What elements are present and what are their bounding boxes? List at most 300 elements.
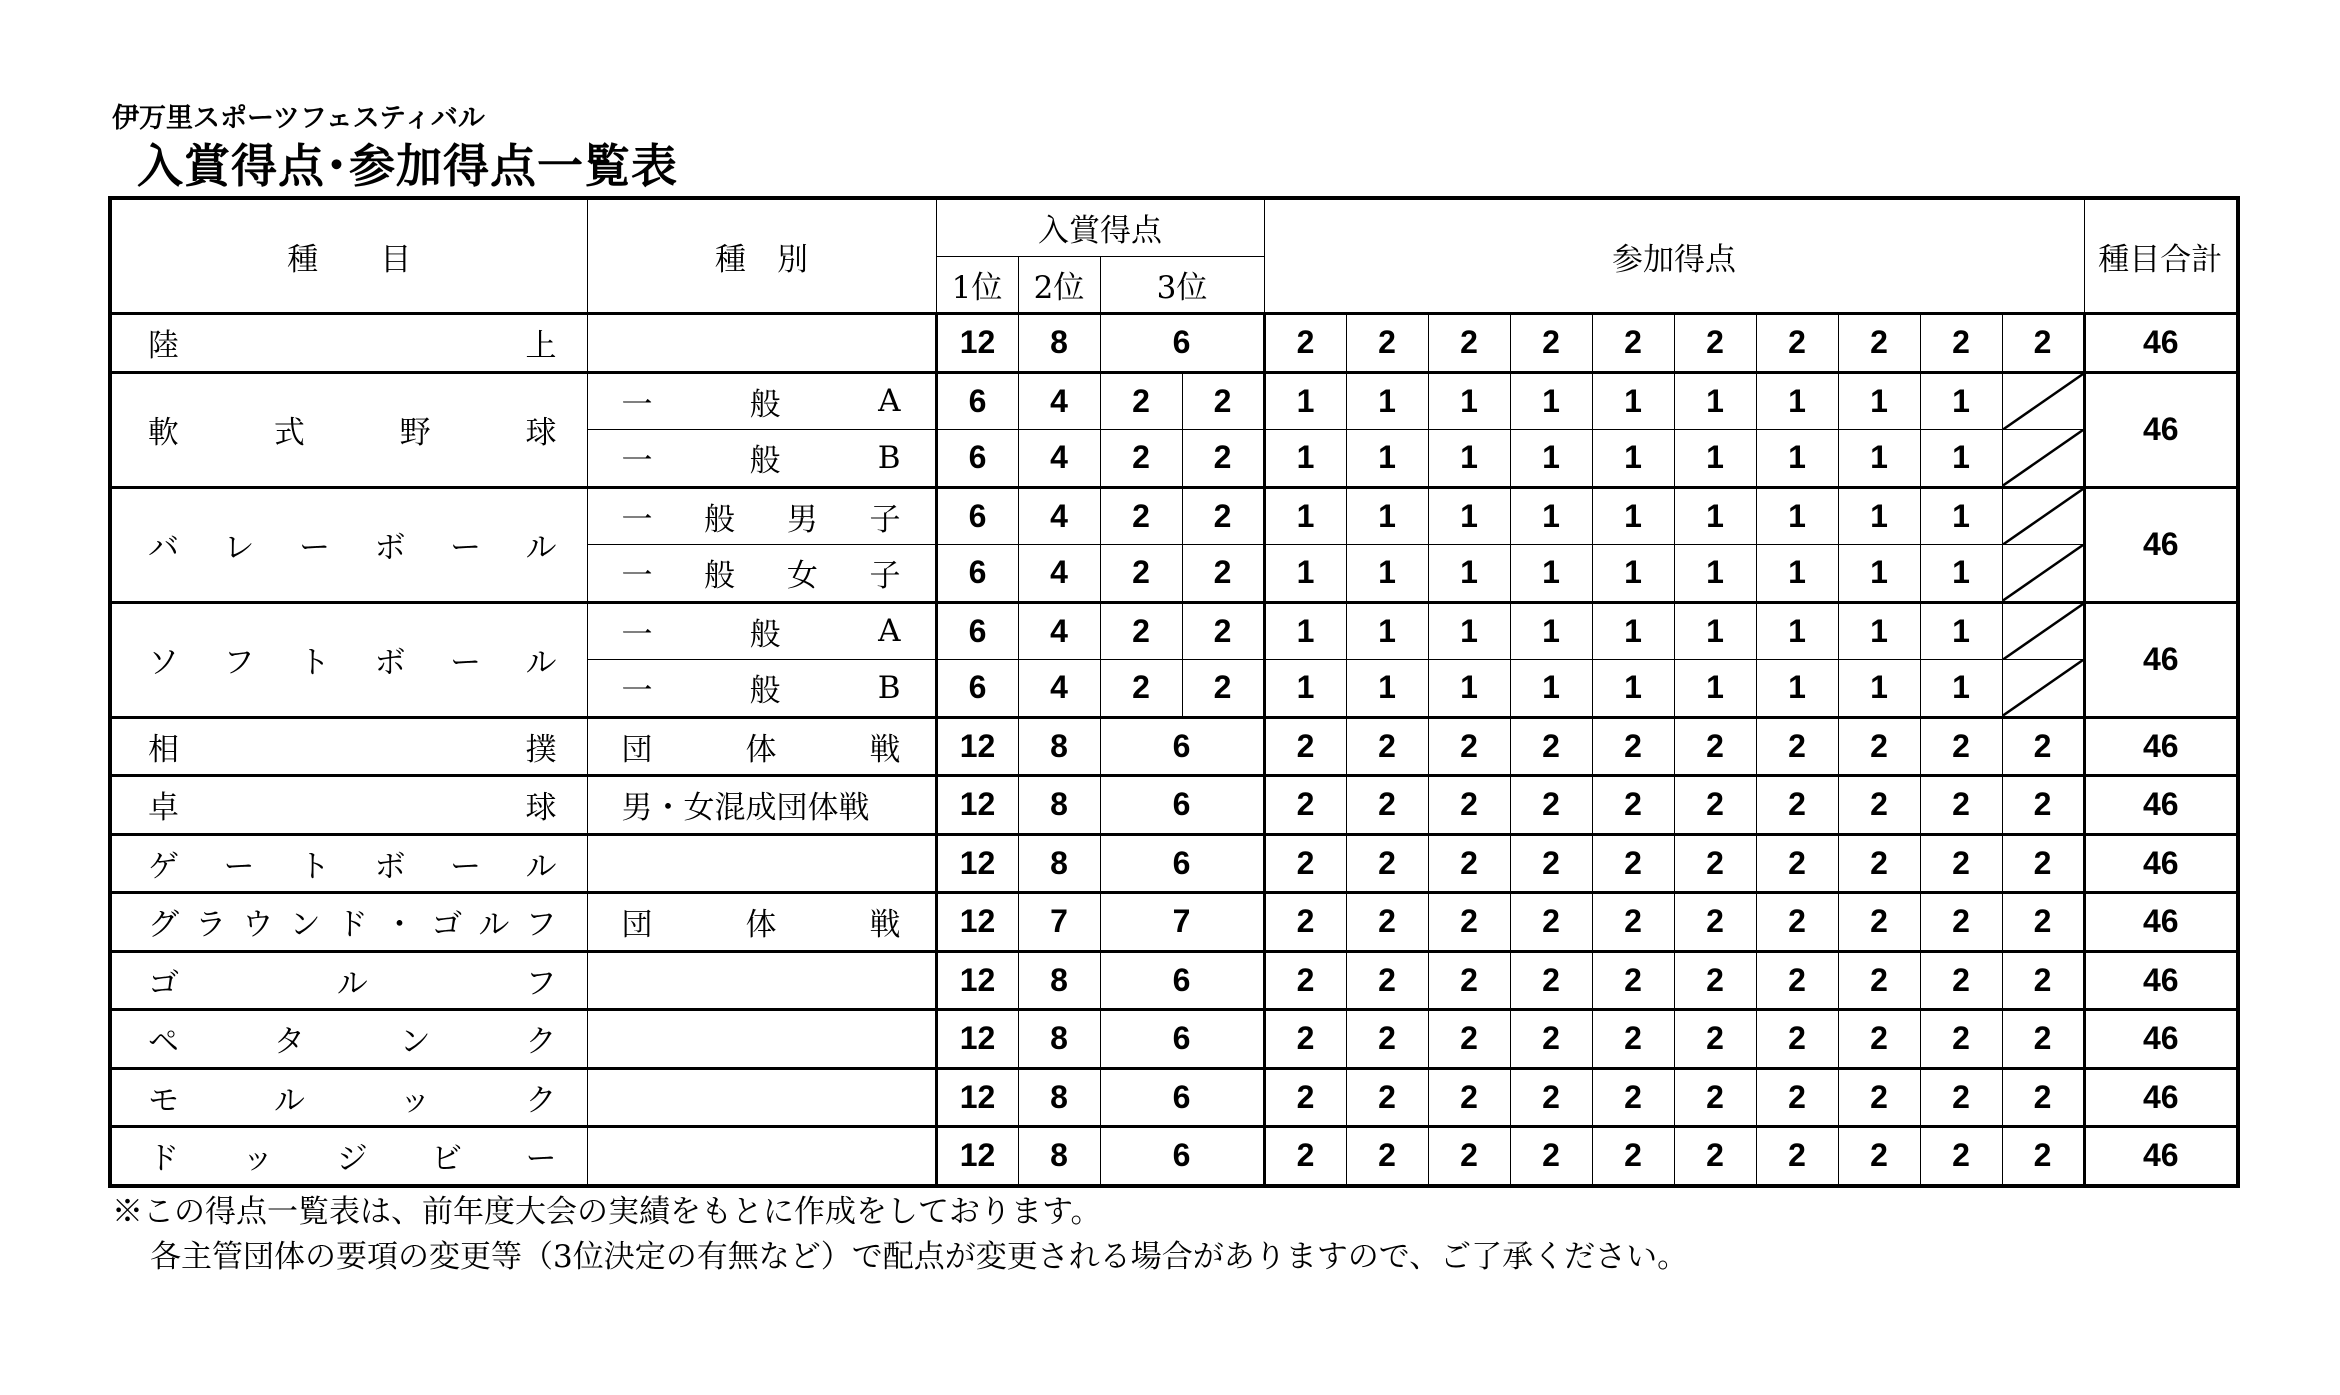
category-name-char: 戦 [869, 907, 901, 944]
category-name [587, 776, 936, 835]
event-name-char: ソ [148, 645, 179, 681]
event-name-char: ッ [242, 1141, 274, 1178]
prize-first: 6 [936, 430, 1018, 488]
prize-second: 8 [1018, 834, 1100, 893]
prize-third: 2 [1100, 602, 1182, 660]
event-name-char: 卓 [148, 790, 179, 827]
prize-third: 2 [1100, 372, 1182, 430]
category-name-char: A [878, 383, 901, 420]
participation-point: 2 [1756, 314, 1838, 373]
category-name-char: 般 [704, 501, 736, 538]
header-third: 3位 [1100, 256, 1264, 314]
prize-third: 6 [1100, 717, 1264, 776]
table-row [110, 602, 2238, 660]
event-name [110, 1068, 587, 1127]
participation-point: 2 [1756, 834, 1838, 893]
participation-point: 2 [1428, 893, 1510, 952]
prize-second: 8 [1018, 1010, 1100, 1069]
event-name [110, 893, 587, 952]
prize-second: 8 [1018, 717, 1100, 776]
category-name-char: 戦 [869, 731, 901, 768]
participation-point: 2 [1592, 314, 1674, 373]
prize-first: 6 [936, 372, 1018, 430]
category-name-char: 一 [621, 673, 653, 710]
prize-second: 8 [1018, 951, 1100, 1010]
participation-point: 2 [1674, 893, 1756, 952]
header-participation: 参加得点 [1264, 198, 2084, 314]
participation-point: 1 [1346, 602, 1428, 660]
prize-first: 12 [936, 834, 1018, 893]
participation-point: 2 [1264, 951, 1346, 1010]
participation-point: 2 [1346, 834, 1428, 893]
event-name-char: タ [273, 1024, 305, 1061]
participation-point: 2 [1346, 1010, 1428, 1069]
event-name-char: 式 [273, 415, 305, 451]
participation-point: 2 [1756, 776, 1838, 835]
participation-point: 1 [1428, 602, 1510, 660]
participation-point: 1 [1674, 660, 1756, 718]
participation-point: 1 [1838, 545, 1920, 603]
participation-point: 1 [1674, 602, 1756, 660]
event-name-char: ー [450, 645, 481, 681]
participation-point: 1 [1674, 372, 1756, 430]
participation-point: 1 [1510, 545, 1592, 603]
prize-third: 6 [1100, 1010, 1264, 1069]
participation-point: 2 [1920, 893, 2002, 952]
prize-third: 6 [1100, 314, 1264, 373]
prize-second: 4 [1018, 660, 1100, 718]
prize-second: 8 [1018, 776, 1100, 835]
event-name-char: ト [299, 848, 330, 885]
category-name [587, 660, 936, 718]
event-name-char: 球 [525, 790, 557, 827]
participation-point: 1 [1346, 545, 1428, 603]
participation-point: 1 [1510, 372, 1592, 430]
category-name-char: 子 [869, 558, 901, 595]
category-name [587, 893, 936, 952]
category-name [587, 1068, 936, 1127]
participation-point: 1 [1264, 487, 1346, 545]
participation-point: 1 [1838, 487, 1920, 545]
participation-point: 1 [1428, 430, 1510, 488]
participation-point: 1 [1674, 487, 1756, 545]
participation-point: 2 [1428, 717, 1510, 776]
category-name [587, 487, 936, 545]
participation-point: 1 [1838, 430, 1920, 488]
participation-point: 2 [1838, 776, 1920, 835]
participation-point: 2 [2002, 1068, 2084, 1127]
participation-point: 1 [1428, 545, 1510, 603]
event-total: 46 [2084, 893, 2238, 952]
participation-point: 2 [1674, 1127, 1756, 1186]
participation-point: 1 [1428, 487, 1510, 545]
category-name-char: 般 [749, 386, 781, 423]
participation-point: 2 [1264, 1068, 1346, 1127]
participation-point: 2 [2002, 314, 2084, 373]
participation-point: 2 [1592, 717, 1674, 776]
prize-first: 12 [936, 951, 1018, 1010]
category-name-char: 般 [704, 558, 736, 595]
event-name-char: ッ [399, 1082, 431, 1119]
category-name-char: B [877, 669, 901, 706]
event-name [110, 776, 587, 835]
event-total: 46 [2084, 951, 2238, 1010]
participation-point: 2 [1346, 717, 1428, 776]
empty-slash-cell [2002, 602, 2084, 660]
prize-first: 12 [936, 717, 1018, 776]
event-name-char: ク [525, 1082, 557, 1119]
participation-point: 2 [1674, 776, 1756, 835]
prize-first: 12 [936, 314, 1018, 373]
category-name-char: 男 [786, 501, 818, 538]
header-event: 種 目 [110, 198, 587, 314]
event-total: 46 [2084, 602, 2238, 717]
participation-point: 1 [1428, 660, 1510, 718]
participation-point: 2 [1920, 951, 2002, 1010]
category-name-char: 団 [621, 907, 653, 944]
event-name-char: モ [148, 1082, 179, 1119]
event-name-char: ー [450, 848, 481, 885]
participation-point: 1 [1264, 545, 1346, 603]
participation-point: 1 [1264, 430, 1346, 488]
table-row [110, 314, 2238, 373]
category-name-char: 子 [869, 501, 901, 538]
event-name-char: ボ [374, 530, 406, 566]
table-row [110, 1127, 2238, 1186]
category-name-char: 一 [621, 386, 653, 423]
category-name-text: 男・女混成団体戦 [621, 790, 870, 827]
notes [112, 1190, 1688, 1280]
participation-point: 2 [1510, 1127, 1592, 1186]
participation-point: 1 [1920, 372, 2002, 430]
participation-point: 1 [1592, 487, 1674, 545]
participation-point: 2 [1920, 1068, 2002, 1127]
category-name [587, 1127, 936, 1186]
subtitle: 伊万里スポーツフェスティバル [112, 103, 485, 134]
participation-point: 1 [1264, 602, 1346, 660]
event-name-char: ル [525, 645, 557, 681]
event-name-char: バ [148, 530, 179, 566]
participation-point: 2 [1510, 834, 1592, 893]
participation-point: 2 [1838, 951, 1920, 1010]
participation-point: 2 [1264, 893, 1346, 952]
event-name [110, 487, 587, 602]
participation-point: 1 [1264, 372, 1346, 430]
event-total: 46 [2084, 776, 2238, 835]
prize-second: 7 [1018, 893, 1100, 952]
participation-point: 2 [1838, 1010, 1920, 1069]
participation-point: 1 [1346, 430, 1428, 488]
prize-third: 2 [1182, 487, 1264, 545]
event-name-char: ゴ [431, 907, 463, 944]
category-name-char: 体 [745, 907, 777, 944]
table-row [110, 893, 2238, 952]
event-name-char: ー [450, 530, 481, 566]
participation-point: 2 [2002, 717, 2084, 776]
participation-point: 2 [1346, 1127, 1428, 1186]
slash-line [2003, 604, 2083, 660]
participation-point: 1 [1756, 602, 1838, 660]
participation-point: 2 [1838, 717, 1920, 776]
participation-point: 1 [1756, 487, 1838, 545]
participation-point: 2 [1756, 717, 1838, 776]
participation-point: 2 [1920, 314, 2002, 373]
participation-point: 2 [1264, 834, 1346, 893]
table-row [110, 717, 2238, 776]
participation-point: 2 [1428, 314, 1510, 373]
category-name-char: 一 [621, 558, 653, 595]
event-name-char: ボ [374, 848, 406, 885]
event-name-char: ジ [336, 1141, 368, 1178]
category-name-char: 一 [621, 501, 653, 538]
event-name-char: ル [525, 530, 557, 566]
table-row [110, 776, 2238, 835]
empty-slash-cell [2002, 487, 2084, 545]
participation-point: 2 [1756, 951, 1838, 1010]
category-name-char: 体 [745, 731, 777, 768]
event-name-char: ド [336, 907, 368, 944]
event-name-char: ー [525, 1141, 557, 1178]
participation-point: 2 [1264, 1127, 1346, 1186]
prize-third: 6 [1100, 1127, 1264, 1186]
category-name-char: A [878, 613, 901, 650]
event-total: 46 [2084, 1127, 2238, 1186]
participation-point: 1 [1346, 487, 1428, 545]
event-name-char: 相 [148, 731, 179, 768]
category-name [587, 602, 936, 660]
participation-point: 1 [1346, 372, 1428, 430]
prize-third: 2 [1182, 660, 1264, 718]
header-second: 2位 [1018, 256, 1100, 314]
event-name-char: ペ [148, 1024, 179, 1061]
slash-line [2003, 489, 2083, 545]
prize-third: 2 [1182, 430, 1264, 488]
participation-point: 2 [2002, 1010, 2084, 1069]
event-name [110, 314, 587, 373]
event-total: 46 [2084, 372, 2238, 487]
event-name [110, 372, 587, 487]
participation-point: 2 [1838, 893, 1920, 952]
participation-point: 2 [1592, 1127, 1674, 1186]
participation-point: 2 [1920, 834, 2002, 893]
participation-point: 2 [2002, 834, 2084, 893]
table-row [110, 834, 2238, 893]
event-name-char: ウ [242, 907, 274, 944]
category-name-char: 女 [786, 558, 818, 595]
event-total: 46 [2084, 717, 2238, 776]
event-total: 46 [2084, 314, 2238, 373]
category-name [587, 1010, 936, 1069]
event-name-char: ド [148, 1141, 179, 1178]
event-name-char: ボ [374, 645, 406, 681]
event-name-char: 野 [399, 415, 431, 451]
participation-point: 2 [1510, 776, 1592, 835]
prize-third: 2 [1182, 545, 1264, 603]
participation-point: 1 [1674, 545, 1756, 603]
event-name-char: ゲ [148, 848, 179, 885]
category-name [587, 951, 936, 1010]
prize-third: 2 [1100, 545, 1182, 603]
prize-first: 12 [936, 1068, 1018, 1127]
participation-point: 1 [1510, 430, 1592, 488]
event-name [110, 602, 587, 717]
participation-point: 2 [1920, 1010, 2002, 1069]
table-body [110, 314, 2238, 1186]
participation-point: 2 [1920, 1127, 2002, 1186]
table-row [110, 1068, 2238, 1127]
table-row [110, 487, 2238, 545]
event-name-char: ゴ [148, 965, 179, 1002]
prize-third: 2 [1182, 602, 1264, 660]
event-name [110, 951, 587, 1010]
event-name-char: ン [289, 907, 321, 944]
event-name [110, 1127, 587, 1186]
prize-third: 2 [1100, 430, 1182, 488]
prize-third: 2 [1100, 660, 1182, 718]
table-row [110, 372, 2238, 430]
prize-first: 6 [936, 602, 1018, 660]
participation-point: 2 [1674, 1010, 1756, 1069]
event-name-char: ン [399, 1024, 431, 1061]
category-name-char: 般 [749, 443, 781, 480]
event-name-char: ビ [431, 1141, 463, 1178]
event-name-char: 軟 [148, 415, 179, 451]
participation-point: 2 [1510, 1068, 1592, 1127]
empty-slash-cell [2002, 430, 2084, 488]
event-name-char: ラ [195, 907, 227, 944]
category-name [587, 430, 936, 488]
participation-point: 1 [1756, 660, 1838, 718]
participation-point: 2 [1510, 1010, 1592, 1069]
event-name-char: ル [478, 907, 510, 944]
event-name [110, 1010, 587, 1069]
participation-point: 2 [1920, 717, 2002, 776]
table-row [110, 951, 2238, 1010]
event-name-char: ク [525, 1024, 557, 1061]
participation-point: 1 [1592, 372, 1674, 430]
header-category: 種 別 [587, 198, 936, 314]
participation-point: 2 [1510, 717, 1592, 776]
event-name-char: ト [299, 645, 330, 681]
prize-third: 6 [1100, 951, 1264, 1010]
participation-point: 2 [1428, 1127, 1510, 1186]
participation-point: 2 [2002, 893, 2084, 952]
participation-point: 2 [1346, 951, 1428, 1010]
participation-point: 2 [2002, 1127, 2084, 1186]
participation-point: 2 [1838, 314, 1920, 373]
prize-second: 4 [1018, 430, 1100, 488]
participation-point: 2 [1264, 717, 1346, 776]
event-name-char: フ [223, 645, 255, 681]
participation-point: 2 [1346, 893, 1428, 952]
prize-third: 6 [1100, 1068, 1264, 1127]
participation-point: 2 [1510, 893, 1592, 952]
participation-point: 2 [1674, 314, 1756, 373]
participation-point: 2 [1346, 1068, 1428, 1127]
page-title: 入賞得点･参加得点一覧表 [137, 139, 678, 193]
prize-first: 12 [936, 893, 1018, 952]
prize-first: 12 [936, 1127, 1018, 1186]
participation-point: 2 [1838, 834, 1920, 893]
empty-slash-cell [2002, 545, 2084, 603]
header-prize: 入賞得点 [936, 198, 1264, 256]
participation-point: 2 [1920, 776, 2002, 835]
participation-point: 2 [1510, 314, 1592, 373]
empty-slash-cell [2002, 372, 2084, 430]
participation-point: 1 [1264, 660, 1346, 718]
note-line: ※この得点一覧表は、前年度大会の実績をもとに作成をしております。 [112, 1194, 1102, 1230]
participation-point: 1 [1428, 372, 1510, 430]
participation-point: 2 [1264, 314, 1346, 373]
participation-point: 1 [1838, 602, 1920, 660]
participation-point: 1 [1756, 545, 1838, 603]
participation-point: 2 [1756, 1127, 1838, 1186]
participation-point: 1 [1510, 602, 1592, 660]
slash-line [2003, 660, 2083, 716]
participation-point: 2 [1592, 1010, 1674, 1069]
note-line: 各主管団体の要項の変更等（3位決定の有無など）で配点が変更される場合がありますので、ご了承ください。 [150, 1239, 1689, 1275]
category-name [587, 314, 936, 373]
category-name-char: B [877, 439, 901, 476]
event-name-char: 球 [525, 415, 557, 451]
header-total: 種目合計 [2084, 198, 2238, 314]
participation-point: 1 [1838, 372, 1920, 430]
event-name-char: ル [525, 848, 557, 885]
prize-first: 12 [936, 1010, 1018, 1069]
category-name [587, 717, 936, 776]
event-name-char: ー [223, 848, 255, 885]
category-name-char: 般 [749, 616, 781, 653]
prize-first: 6 [936, 660, 1018, 718]
participation-point: 1 [1838, 660, 1920, 718]
score-table [108, 196, 2240, 1188]
prize-second: 4 [1018, 602, 1100, 660]
participation-point: 1 [1346, 660, 1428, 718]
participation-point: 2 [1756, 1068, 1838, 1127]
category-name [587, 372, 936, 430]
participation-point: 1 [1920, 545, 2002, 603]
participation-point: 2 [1838, 1068, 1920, 1127]
category-name [587, 545, 936, 603]
table-row [110, 1010, 2238, 1069]
event-name [110, 834, 587, 893]
participation-point: 2 [1428, 1010, 1510, 1069]
participation-point: 1 [1510, 660, 1592, 718]
category-name-char: 一 [621, 443, 653, 480]
participation-point: 1 [1756, 430, 1838, 488]
participation-point: 1 [1920, 430, 2002, 488]
participation-point: 2 [1428, 834, 1510, 893]
prize-third: 2 [1100, 487, 1182, 545]
participation-point: 1 [1592, 545, 1674, 603]
prize-second: 4 [1018, 487, 1100, 545]
category-name-char: 般 [749, 673, 781, 710]
slash-line [2003, 374, 2083, 430]
event-name-char: グ [148, 907, 179, 944]
participation-point: 1 [1510, 487, 1592, 545]
participation-point: 2 [1592, 951, 1674, 1010]
prize-second: 8 [1018, 1068, 1100, 1127]
event-name-char: ー [299, 530, 330, 566]
event-name [110, 717, 587, 776]
participation-point: 1 [1920, 487, 2002, 545]
participation-point: 2 [1428, 776, 1510, 835]
slash-line [2003, 430, 2083, 486]
participation-point: 2 [1756, 1010, 1838, 1069]
prize-third: 6 [1100, 776, 1264, 835]
prize-second: 8 [1018, 314, 1100, 373]
prize-first: 12 [936, 776, 1018, 835]
